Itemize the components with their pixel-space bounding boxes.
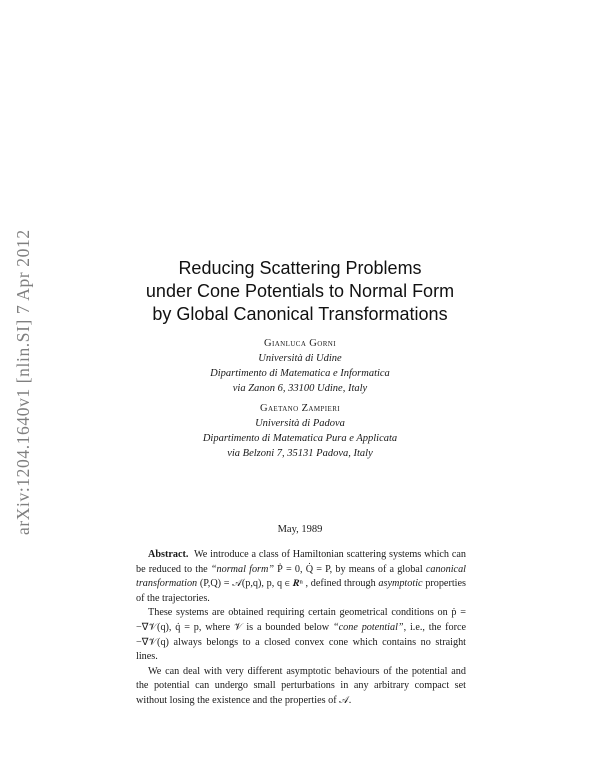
publication-date: May, 1989 (277, 524, 323, 535)
paper-title (0, 257, 600, 326)
author-affiliation-department: Dipartimento di Matematica Pura e Applicata (202, 433, 398, 444)
title-line-2: under Cone Potentials to Normal Form (145, 281, 455, 301)
author-name: Gaetano Zampieri (259, 403, 340, 414)
abstract (136, 548, 466, 709)
author-name: Gianluca Gorni (264, 338, 336, 349)
author-affiliation-department: Dipartimento di Matematica e Informatica (210, 368, 390, 379)
author-block (0, 336, 600, 461)
author-2 (0, 401, 600, 461)
abstract-heading: Abstract. (148, 549, 189, 560)
author-affiliation-address: via Zanon 6, 33100 Udine, Italy (232, 383, 368, 394)
author-affiliation-university: Università di Udine (258, 353, 342, 364)
author-affiliation-address: via Belzoni 7, 35131 Padova, Italy (227, 448, 373, 459)
title-line-3: by Global Canonical Transformations (152, 304, 448, 324)
abstract-paragraph-1: Abstract. We introduce a class of Hamiltonian scattering systems which can be reduced to the “normal form” Ṗ = 0, Q̇ = P, by means of a global canonical transformation (P,Q) = 𝒜(p,q), p, q ∈ 𝑹ⁿ , defined through asymptotic properties of the trajectories. (136, 549, 467, 604)
author-affiliation-university: Università di Padova (255, 418, 345, 429)
arxiv-identifier-stamp: arXiv:1204.1640v1 [nlin.SI] 7 Apr 2012 (13, 229, 33, 535)
abstract-paragraph-3: We can deal with very different asymptotic behaviours of the potential and the potential can undergo small perturbations in any arbitrary compact set without losing the existence and the properties of 𝒜. (136, 665, 466, 706)
title-line-1: Reducing Scattering Problems (178, 258, 422, 278)
author-1 (0, 336, 600, 396)
abstract-paragraph-2: These systems are obtained requiring certain geometrical conditions on ṗ = −∇𝒱(q), q̇ = p, where 𝒱 is a bounded below “cone potential”, i.e., the force −∇𝒱(q) always belongs to a closed convex cone which contains no straight lines. (136, 607, 467, 663)
